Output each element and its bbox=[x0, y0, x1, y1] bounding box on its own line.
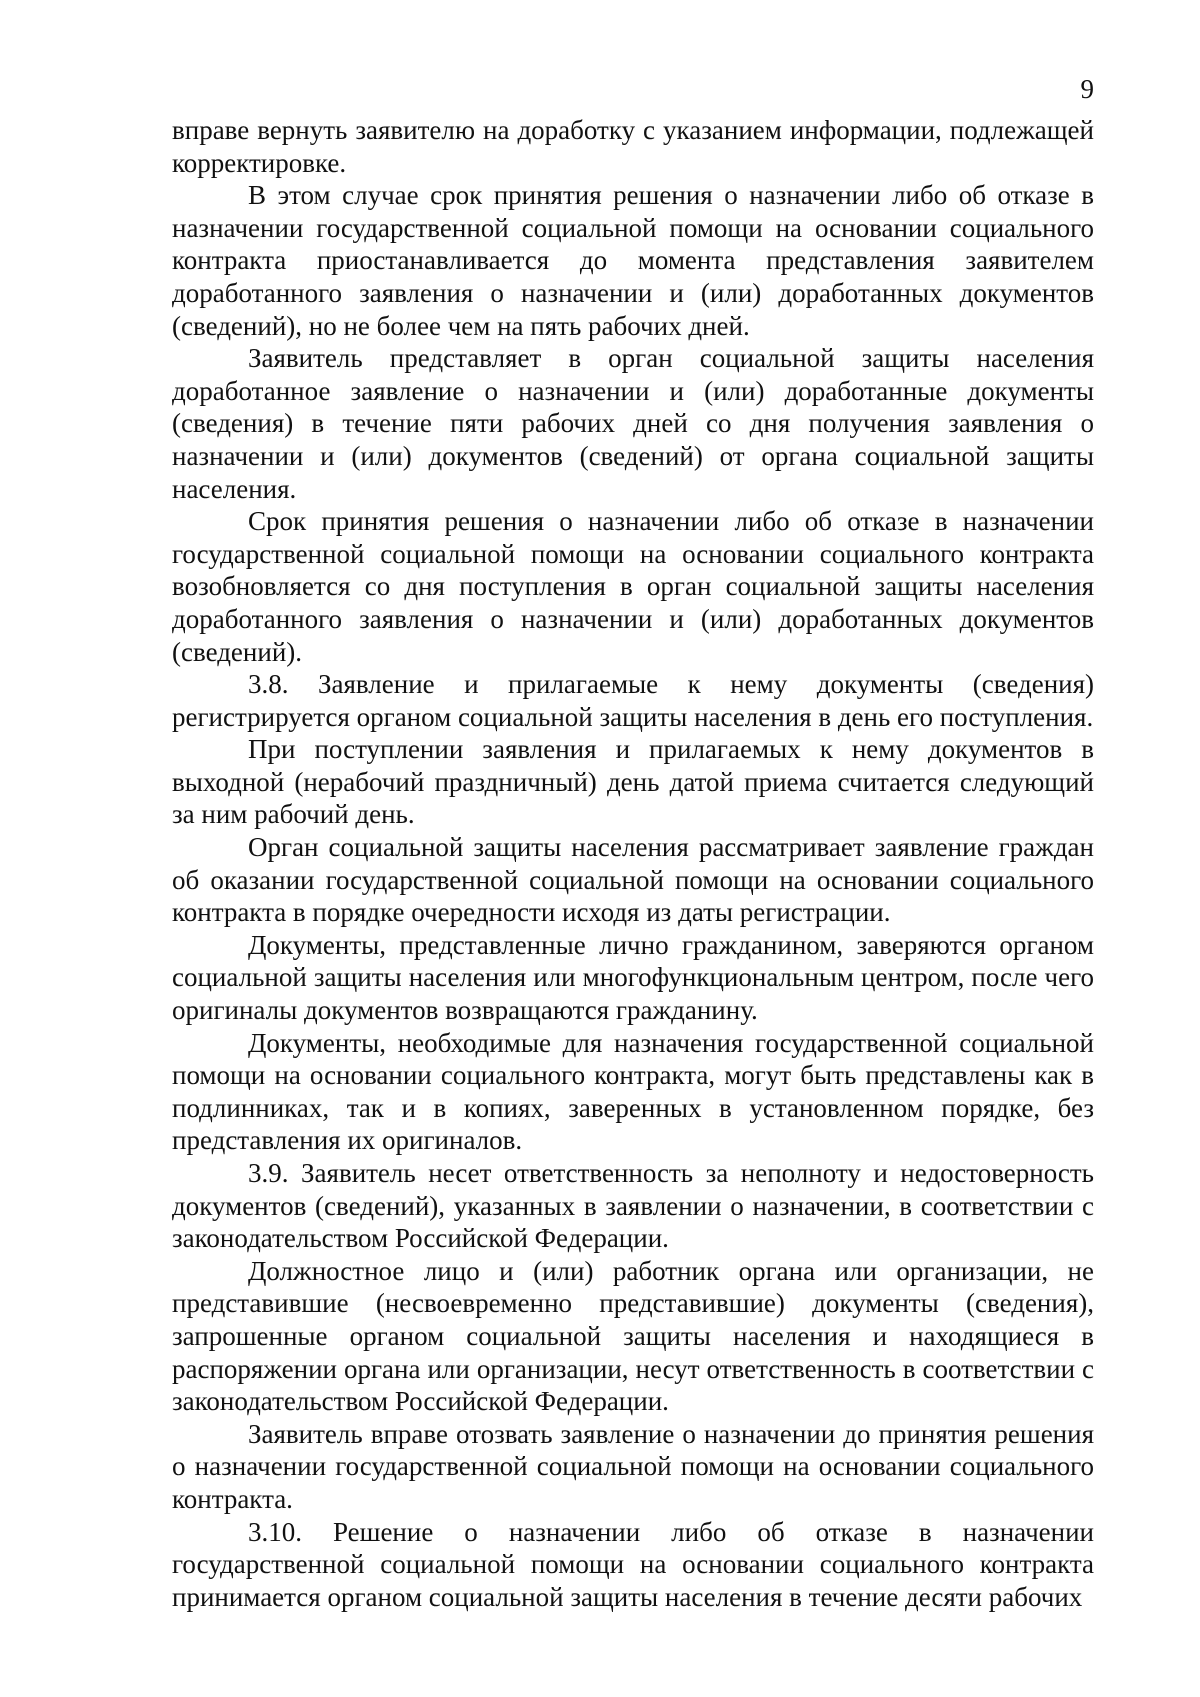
document-body bbox=[172, 114, 1094, 1613]
paragraph-holiday-receipt: При поступлении заявления и прилагаемых к нему документов в выходной (нерабочий праздничный) день датой приема считается следующий за ним рабочий день. bbox=[172, 734, 1094, 830]
page-number: 9 bbox=[1080, 74, 1094, 104]
paragraph-resubmission: Заявитель представляет в орган социальной защиты населения доработанное заявление о назначении и (или) доработанные документы (сведения) в течение пяти рабочих дней со дня получения заявления о назначении и (или) документов (сведений) от органа социальной защиты населения. bbox=[172, 343, 1094, 504]
paragraph-official-liability: Должностное лицо и (или) работник органа или организации, не представившие (несвоевременно представившие) документы (сведения), запрошенные органом социальной защиты населения и находящиеся в распоряжении органа или организации, несут ответственность в соответствии с законодательством Российской Федерации. bbox=[172, 1255, 1094, 1417]
paragraph-section-3-9: 3.9. Заявитель несет ответственность за неполноту и недостоверность документов (сведений), указанных в заявлении о назначении, в соответствии с законодательством Российской Федерации. bbox=[172, 1158, 1094, 1254]
paragraph-suspension-term: В этом случае срок принятия решения о назначении либо об отказе в назначении государственной социальной помощи на основании социального контракта приостанавливается до момента представления заявителем доработанного заявления о назначении и (или) доработанных документов (сведений), но не более чем на пять рабочих дней. bbox=[172, 180, 1094, 341]
paragraph-withdrawal: Заявитель вправе отозвать заявление о назначении до принятия решения о назначении государственной социальной помощи на основании социального контракта. bbox=[172, 1418, 1094, 1514]
paragraph-section-3-10: 3.10. Решение о назначении либо об отказе в назначении государственной социальной помощи на основании социального контракта принимается органом социальной защиты населения в течение десяти рабочих bbox=[172, 1516, 1094, 1612]
paragraph-continuation: вправе вернуть заявителю на доработку с указанием информации, подлежащей корректировке. bbox=[172, 115, 1094, 178]
paragraph-term-resumed: Срок принятия решения о назначении либо об отказе в назначении государственной социальной помощи на основании социального контракта возобновляется со дня поступления в орган социальной защиты населения доработанного заявления о назначении и (или) доработанных документов (сведений). bbox=[172, 506, 1094, 667]
paragraph-document-copies: Документы, необходимые для назначения государственной социальной помощи на основании социального контракта, могут быть представлены как в подлинниках, так и в копиях, заверенных в установленном порядке, без представления их оригиналов. bbox=[172, 1027, 1094, 1156]
paragraph-section-3-8: 3.8. Заявление и прилагаемые к нему документы (сведения) регистрируется органом социальной защиты населения в день его поступления. bbox=[172, 669, 1094, 732]
paragraph-review-order: Орган социальной защиты населения рассматривает заявление граждан об оказании государственной социальной помощи на основании социального контракта в порядке очередности исходя из даты регистрации. bbox=[172, 832, 1094, 928]
paragraph-document-certification: Документы, представленные лично гражданином, заверяются органом социальной защиты населения или многофункциональным центром, после чего оригиналы документов возвращаются гражданину. bbox=[172, 929, 1094, 1026]
